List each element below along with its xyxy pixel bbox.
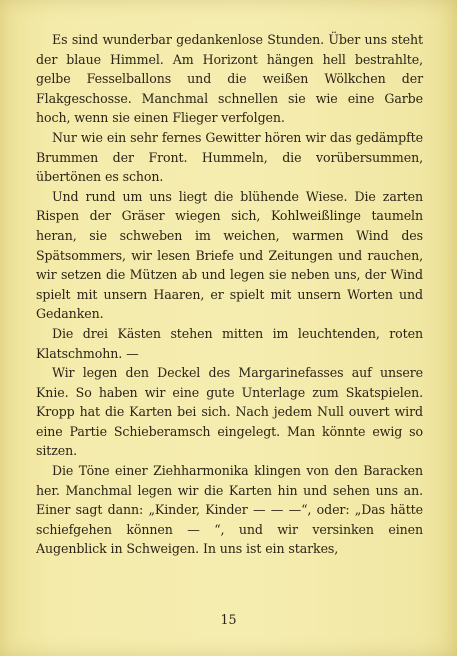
paragraph-5: Wir legen den Deckel des Margarinefasses auf unsere Knie. So haben wir eine gute Unterlage zum Skatspielen. Kropp hat die Karten bei sich. Nach jedem Null ouvert wird eine Partie Schieberamsch eingelegt. Man könnte ewig so sitzen. [36, 365, 423, 459]
paragraph-4: Die drei Kästen stehen mitten im leuchtenden, roten Klatschmohn. — [36, 325, 423, 361]
paragraph-6: Die Töne einer Ziehharmonika klingen von den Baracken her. Manchmal legen wir die Karten hin und sehen uns an. Einer sagt dann: „Kinder, Kinder — — —“, oder: „Das hätte schiefgehen können — “, und wir versinken einen Augenblick in Schweigen. In uns ist ein starkes, [36, 463, 423, 557]
paragraph-2: Nur wie ein sehr fernes Gewitter hören wir das gedämpfte Brummen der Front. Hummeln, die vorübersummen, übertönen es schon. [36, 129, 423, 185]
body-text [36, 30, 423, 559]
paragraph-1: Es sind wunderbar gedankenlose Stunden. Über uns steht der blaue Himmel. Am Horizont hängen hell bestrahlte, gelbe Fesselballons und die weißen Wölkchen der Flakgeschosse. Manchmal schnellen sie wie eine Garbe hoch, wenn sie einen Flieger verfolgen. [36, 32, 423, 126]
page-number: 15 [220, 612, 237, 627]
paragraph-3: Und rund um uns liegt die blühende Wiese. Die zarten Rispen der Gräser wiegen sich, Kohlweißlinge taumeln heran, sie schweben im weichen, warmen Wind des Spätsommers, wir lesen Briefe und Zeitungen und rauchen, wir setzen die Mützen ab und legen sie neben uns, der Wind spielt mit unsern Haaren, er spielt mit unsern Worten und Gedanken. [36, 188, 423, 322]
